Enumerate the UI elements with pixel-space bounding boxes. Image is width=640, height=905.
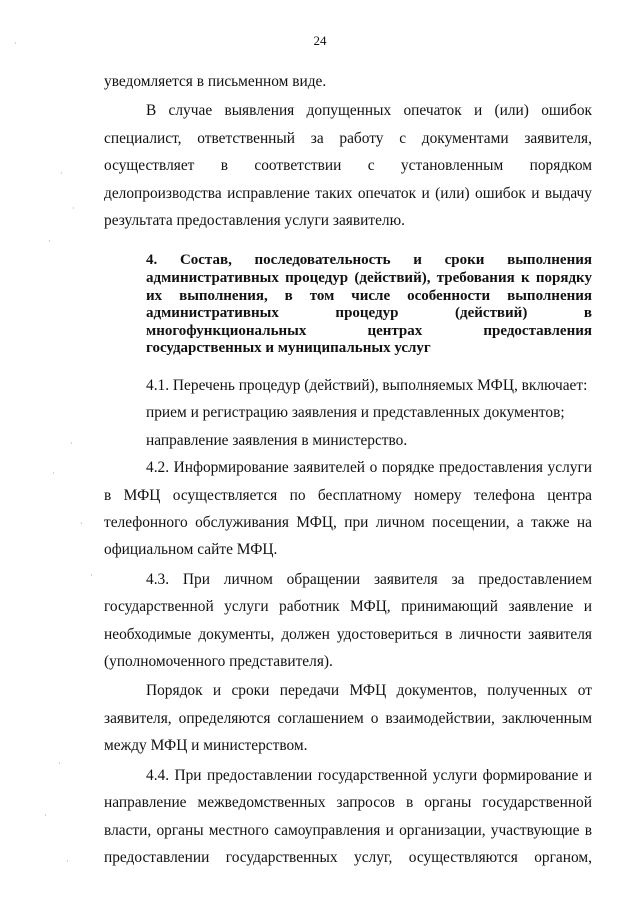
clause-4-4: 4.4. При предоставлении государственной услуги формирование и направление межведомственных запросов в органы государственной власти, органы местного самоуправления и организации, участвующие в предоставлении государственных услуг, осуществляются органом, <box>104 766 592 866</box>
scan-speck: · <box>52 469 55 478</box>
scan-speck: · <box>14 39 17 48</box>
scan-speck: · <box>90 571 93 580</box>
clause-4-1-intro: 4.1. Перечень процедур (действий), выполняемых МФЦ, включает: <box>146 377 588 394</box>
scan-speck: · <box>72 204 75 213</box>
section-heading: 4. Состав, последовательность и сроки выполнения административных процедур (действий), требования к порядку их выполнения, в том числе особенности выполнения административных процедур (действий) в многофункциональных центрах предоставления государственных и муниципальных услуг <box>146 252 592 357</box>
scan-speck: · <box>80 519 83 528</box>
scan-speck: · <box>44 811 47 820</box>
scan-speck: · <box>48 237 51 246</box>
scan-speck: · <box>66 857 69 866</box>
scan-speck: · <box>60 169 63 178</box>
scan-speck: · <box>58 759 61 768</box>
continuation-text: уведомляется в письменном виде. <box>104 73 327 90</box>
clause-4-3: 4.3. При личном обращении заявителя за предоставлением государственной услуги работник МФЦ, принимающий заявление и необходимые документы, должен удостовериться в личности заявителя (уполномоченного представителя). <box>104 570 592 671</box>
document-body <box>104 68 592 871</box>
clause-4-1-item: прием и регистрацию заявления и представленных документов; <box>146 404 565 422</box>
clause-4-1-item: направление заявления в министерство. <box>146 431 408 449</box>
transfer-paragraph: Порядок и сроки передачи МФЦ документов, полученных от заявителя, определяются соглашением о взаимодействии, заключенным между МФЦ и министерством. <box>104 682 592 755</box>
scan-speck: · <box>70 439 73 448</box>
page-number: 24 <box>313 33 327 48</box>
clause-4-2: 4.2. Информирование заявителей о порядке предоставления услуги в МФЦ осуществляется по бесплатному номеру телефона центра телефонного обслуживания МФЦ, при личном посещении, а также на официальном сайте МФЦ. <box>104 459 592 559</box>
errors-paragraph: В случае выявления допущенных опечаток и (или) ошибок специалист, ответственный за работу с документами заявителя, осуществляет в соответствии с установленным порядком делопроизводства исправление таких опечаток и (или) ошибок и выдачу результата предоставления услуги заявителю. <box>104 102 592 230</box>
